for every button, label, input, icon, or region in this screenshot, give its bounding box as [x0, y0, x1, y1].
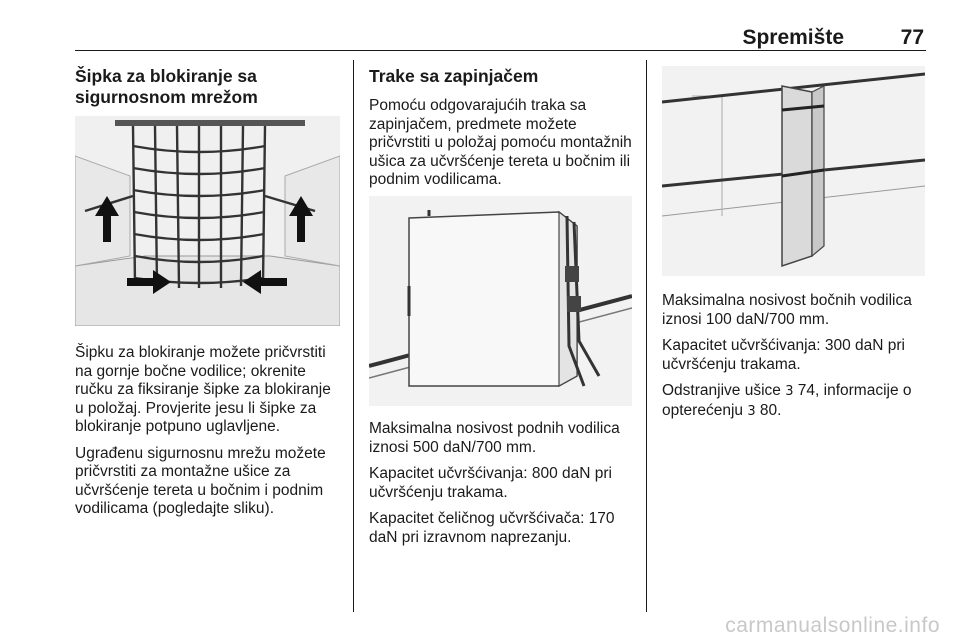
side-strap-capacity: Kapacitet učvršćivanja: 300 daN pri učvršćenju trakama.	[662, 337, 905, 373]
column-1-body	[75, 344, 343, 519]
page-link-74[interactable]: 74	[797, 382, 816, 399]
column-2	[369, 66, 635, 190]
net-paragraph-1: Šipku za blokiranje možete pričvrstiti na gornje bočne vodilice; okrenite ručku za fiksiranje šipke za blokiranje u položaj. Provjerite jesu li šipke za blokiranje potpuno uglavljene.	[75, 344, 331, 435]
straps-figure	[369, 196, 632, 406]
straps-paragraph-1: Pomoću odgovarajućih traka sa zapinjačem, predmete možete pričvrstiti u položaj pomoću montažnih ušica za učvršćenje tereta u bočnim ili podnim vodilicama.	[369, 97, 632, 188]
column-1	[75, 66, 343, 108]
page-link-80[interactable]: 80	[759, 401, 778, 419]
straps-heading: Trake sa zapinjačem	[369, 66, 539, 86]
column-divider-2	[646, 60, 647, 612]
column-3-body	[662, 292, 928, 421]
page-header	[75, 26, 926, 50]
reference-arrow-icon: 3	[785, 384, 794, 399]
page-number: 77	[900, 26, 924, 49]
strap-capacity: Kapacitet učvršćivanja: 800 daN pri učvršćenju trakama.	[369, 465, 612, 501]
watermark: carmanualsonline.info	[725, 614, 940, 637]
net-heading: Šipka za blokiranje sa sigurnosnom mrežom	[75, 66, 258, 107]
column-divider-1	[353, 60, 354, 612]
side-rail-figure	[662, 66, 925, 276]
section-title: Spremište	[742, 26, 844, 49]
reference-arrow-icon: 3	[747, 403, 756, 419]
floor-rail-capacity: Maksimalna nosivost podnih vodilica iznosi 500 daN/700 mm.	[369, 420, 620, 456]
steel-fastener-capacity: Kapacitet čeličnog učvršćivača: 170 daN pri izravnom naprezanju.	[369, 510, 615, 546]
side-rail-capacity: Maksimalna nosivost bočnih vodilica iznosi 100 daN/700 mm.	[662, 292, 912, 328]
column-2-body	[369, 420, 635, 547]
safety-net-figure	[75, 116, 340, 326]
removable-eyes-reference: Odstranjive ušice 3 74, informacije o opterećenju 3 80.	[662, 382, 912, 419]
net-paragraph-2: Ugrađenu sigurnosnu mrežu možete pričvrstiti za montažne ušice za učvršćenje tereta u bočnim i podnim vodilicama (pogledajte sliku).	[75, 444, 326, 517]
header-rule	[75, 50, 926, 51]
